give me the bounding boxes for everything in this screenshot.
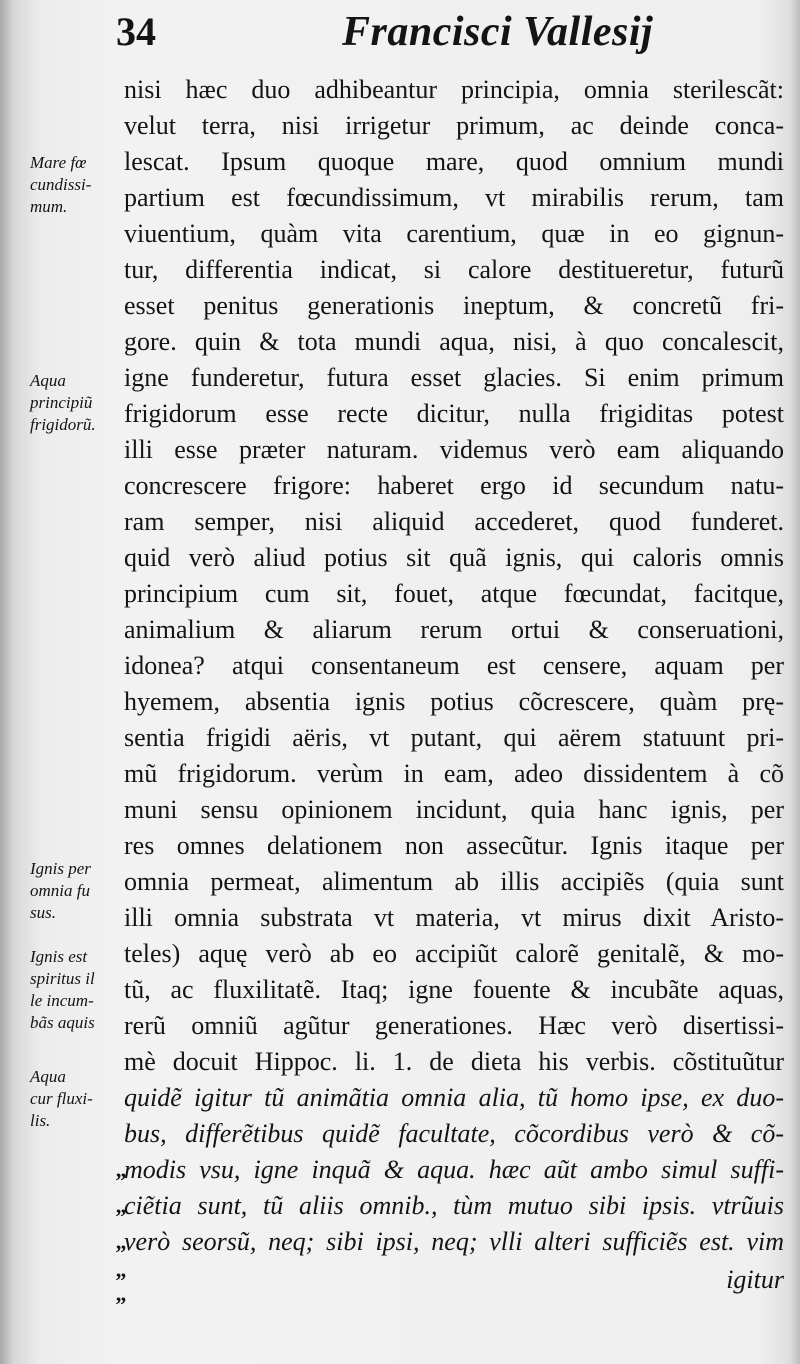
margin-note-line: omnia fu	[30, 881, 90, 900]
quote-mark: „	[115, 1257, 127, 1282]
margin-note-line: le incum-	[30, 991, 94, 1010]
text-line: muni sensu opinionem incidunt, quia hanc ignis, per	[124, 795, 784, 824]
margin-note-mare	[30, 152, 124, 218]
text-line: mè docuit Hippoc. li. 1. de dieta his verbis. cõstituũtur	[124, 1047, 784, 1076]
text-line-quotation: ciẽtia sunt, tũ aliis omnib., tùm mutuo sibi ipsis. vtrũuis	[124, 1191, 784, 1220]
text-line: velut terra, nisi irrigetur primum, ac deinde conca-	[124, 111, 784, 140]
margin-note-ignis-spiritus	[30, 946, 124, 1034]
text-line: res omnes delationem non assecũtur. Ignis itaque per	[124, 831, 784, 860]
margin-note-line: Aqua	[30, 371, 66, 390]
text-line: principium cum sit, fouet, atque fœcundat, facitque,	[124, 579, 784, 608]
text-line: animalium & aliarum rerum ortui & conseruationi,	[124, 615, 784, 644]
margin-note-line: cur fluxi-	[30, 1089, 93, 1108]
margin-note-ignis-fusus	[30, 858, 124, 924]
text-line-quotation: modis vsu, igne inquã & aqua. hæc aũt ambo simul suffi-	[124, 1155, 784, 1184]
margin-note-line: frigidorũ.	[30, 415, 96, 434]
text-line: tũ, ac fluxilitatẽ. Itaq; igne fouente & incubãte aquas,	[124, 975, 784, 1004]
text-line: igne funderetur, futura esset glacies. Si enim primum	[124, 363, 784, 392]
text-line: idonea? atqui consentaneum est censere, aquam per	[124, 651, 784, 680]
text-line: ram semper, nisi aliquid accederet, quod funderet.	[124, 507, 784, 536]
quote-mark: „	[115, 1193, 127, 1218]
text-line-quotation: verò seorsũ, neq; sibi ipsi, neq; vlli alteri sufficiẽs est. vim	[124, 1227, 784, 1256]
text-line: lescat. Ipsum quoque mare, quod omnium mundi	[124, 147, 784, 176]
text-line: illi esse præter naturam. videmus verò eam aliquando	[124, 435, 784, 464]
margin-note-line: sus.	[30, 903, 56, 922]
margin-note-aqua-fluxilis	[30, 1066, 124, 1132]
margin-note-line: Aqua	[30, 1067, 66, 1086]
text-line-quotation: quidẽ igitur tũ animãtia omnia alia, tũ homo ipse, ex duo-	[124, 1083, 784, 1112]
running-head: Francisci Vallesij	[342, 9, 654, 55]
text-line: tur, differentia indicat, si calore destitueretur, futurũ	[124, 255, 784, 284]
text-line: partium est fœcundissimum, vt mirabilis rerum, tam	[124, 183, 784, 212]
margin-note-line: cundissi-	[30, 175, 92, 194]
text-line: hyemem, absentia ignis potius cõcrescere, quàm prę-	[124, 687, 784, 716]
text-line: illi omnia substrata vt materia, vt mirus dixit Aristo-	[124, 903, 784, 932]
margin-note-line: spiritus il	[30, 969, 95, 988]
text-line: concrescere frigore: haberet ergo id secundum natu-	[124, 471, 784, 500]
margin-notes	[0, 0, 127, 1364]
text-line: quid verò aliud potius sit quã ignis, qui caloris omnis	[124, 543, 784, 572]
text-line: teles) aquę verò ab eo accipiũt calorẽ genitalẽ, & mo-	[124, 939, 784, 968]
text-line: sentia frigidi aëris, vt putant, qui aërem statuunt pri-	[124, 723, 784, 752]
text-line: omnia permeat, alimentum ab illis accipiẽs (quia sunt	[124, 867, 784, 896]
quote-mark: „	[115, 1281, 127, 1306]
margin-note-aqua-principium	[30, 370, 124, 436]
margin-note-line: Ignis est	[30, 947, 88, 966]
text-line: mũ frigidorum. verùm in eam, adeo dissidentem à cõ	[124, 759, 784, 788]
text-line: frigidorum esse recte dicitur, nulla frigiditas potest	[124, 399, 784, 428]
text-line: gore. quin & tota mundi aqua, nisi, à quo concalescit,	[124, 327, 784, 356]
margin-note-line: mum.	[30, 197, 68, 216]
quote-mark: „	[115, 1157, 127, 1182]
margin-note-line: principiũ	[30, 393, 93, 412]
text-line: rerũ omniũ agũtur generationes. Hæc verò disertissi-	[124, 1011, 784, 1040]
page-number: 34	[116, 9, 156, 54]
margin-note-line: Ignis per	[30, 859, 91, 878]
quote-mark: „	[115, 1229, 127, 1254]
margin-note-line: Mare fœ	[30, 153, 87, 172]
text-line-quotation: bus, differẽtibus quidẽ facultate, cõcordibus verò & cõ-	[124, 1119, 784, 1148]
catchword: igitur	[726, 1265, 784, 1294]
margin-note-line: lis.	[30, 1111, 51, 1130]
margin-note-line: bãs aquis	[30, 1013, 95, 1032]
text-line: esset penitus generationis ineptum, & concretũ fri-	[124, 291, 784, 320]
text-line: viuentium, quàm vita carentium, quæ in eo gignun-	[124, 219, 784, 248]
text-line: nisi hæc duo adhibeantur principia, omnia sterilescãt:	[124, 75, 784, 104]
